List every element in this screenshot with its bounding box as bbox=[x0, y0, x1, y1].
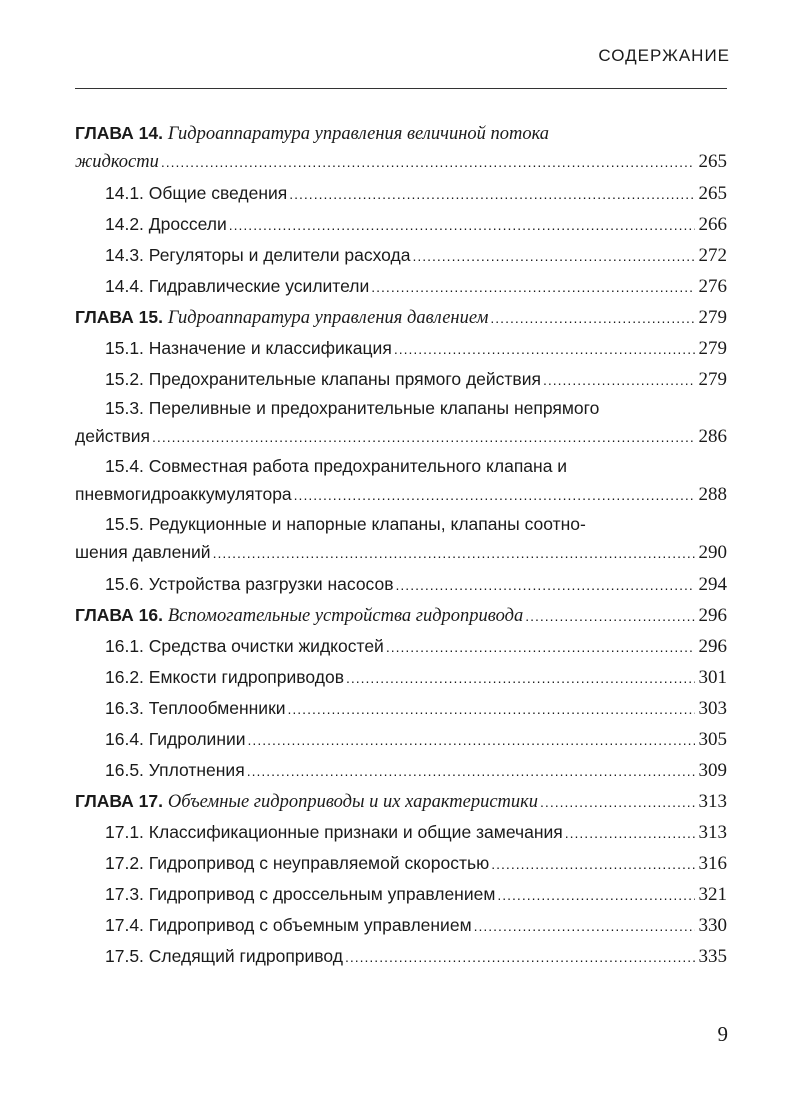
toc-section-14-4[interactable] bbox=[75, 271, 727, 302]
dot-leader bbox=[152, 422, 694, 452]
toc-section-17-1[interactable] bbox=[75, 817, 727, 848]
dot-leader bbox=[161, 147, 695, 177]
toc-section-14-1[interactable] bbox=[75, 178, 727, 209]
section-label: 14.1. Общие сведения bbox=[105, 183, 288, 203]
dot-leader bbox=[346, 663, 695, 693]
page-ref: 294 bbox=[698, 574, 727, 595]
page-ref: 279 bbox=[698, 369, 727, 390]
section-label: 17.5. Следящий гидропривод bbox=[105, 946, 343, 966]
dot-leader bbox=[386, 632, 695, 662]
toc-section-14-3[interactable] bbox=[75, 240, 727, 271]
toc-chapter-14[interactable] bbox=[75, 120, 727, 177]
section-label: 14.4. Гидравлические усилители bbox=[105, 276, 370, 296]
chapter-title: Объемные гидроприводы и их характеристики bbox=[167, 792, 539, 812]
section-label-cont: пневмогидроаккумулятора bbox=[75, 484, 292, 504]
toc-section-17-3[interactable] bbox=[75, 879, 727, 910]
page-ref: 303 bbox=[698, 698, 727, 719]
section-label: 15.1. Назначение и классификация bbox=[105, 338, 392, 358]
dot-leader bbox=[396, 570, 695, 600]
page-ref: 265 bbox=[698, 183, 727, 204]
dot-leader bbox=[565, 818, 695, 848]
dot-leader bbox=[490, 303, 694, 333]
dot-leader bbox=[394, 334, 695, 364]
dot-leader bbox=[371, 272, 694, 302]
section-label: 16.2. Емкости гидроприводов bbox=[105, 667, 344, 687]
header-rule bbox=[75, 88, 727, 89]
section-label-cont: шения давлений bbox=[75, 542, 211, 562]
chapter-title-cont: жидкости bbox=[75, 152, 159, 172]
chapter-prefix: ГЛАВА 14. bbox=[75, 123, 163, 143]
section-label-cont: действия bbox=[75, 426, 151, 446]
section-label: 14.3. Регуляторы и делители расхода bbox=[105, 245, 411, 265]
dot-leader bbox=[540, 787, 694, 817]
page-ref: 290 bbox=[698, 542, 727, 563]
dot-leader bbox=[247, 756, 695, 786]
toc-section-15-4[interactable] bbox=[75, 453, 727, 510]
dot-leader bbox=[213, 538, 695, 568]
toc-chapter-17[interactable] bbox=[75, 786, 727, 817]
section-label: 15.3. Переливные и предохранительные клапаны непрямого bbox=[105, 398, 600, 418]
toc-section-16-1[interactable] bbox=[75, 631, 727, 662]
page-ref: 296 bbox=[698, 636, 727, 657]
section-label: 15.5. Редукционные и напорные клапаны, клапаны соотно- bbox=[105, 514, 586, 534]
dot-leader bbox=[474, 911, 695, 941]
toc-section-16-5[interactable] bbox=[75, 755, 727, 786]
dot-leader bbox=[497, 880, 694, 910]
page-ref: 316 bbox=[698, 853, 727, 874]
dot-leader bbox=[229, 210, 695, 240]
section-label: 16.1. Средства очистки жидкостей bbox=[105, 636, 384, 656]
page-number: 9 bbox=[717, 1022, 728, 1046]
page-ref: 265 bbox=[698, 151, 727, 172]
page-ref: 330 bbox=[698, 915, 727, 936]
page-ref: 301 bbox=[698, 667, 727, 688]
toc-section-17-2[interactable] bbox=[75, 848, 727, 879]
chapter-prefix: ГЛАВА 15. bbox=[75, 307, 163, 327]
page-ref: 321 bbox=[698, 884, 727, 905]
section-label: 16.5. Уплотнения bbox=[105, 760, 245, 780]
dot-leader bbox=[294, 480, 695, 510]
dot-leader bbox=[345, 942, 695, 972]
section-label: 15.4. Совместная работа предохранительного клапана и bbox=[105, 456, 568, 476]
dot-leader bbox=[288, 694, 695, 724]
table-of-contents bbox=[75, 120, 727, 972]
page-ref: 276 bbox=[698, 276, 727, 297]
toc-section-15-5[interactable] bbox=[75, 511, 727, 568]
dot-leader bbox=[543, 365, 695, 395]
section-label: 17.4. Гидропривод с объемным управлением bbox=[105, 915, 472, 935]
section-label: 17.2. Гидропривод с неуправляемой скоростью bbox=[105, 853, 490, 873]
section-label: 14.2. Дроссели bbox=[105, 214, 227, 234]
page-ref: 286 bbox=[698, 426, 727, 447]
section-label: 17.3. Гидропривод с дроссельным управлением bbox=[105, 884, 496, 904]
toc-section-16-2[interactable] bbox=[75, 662, 727, 693]
toc-section-15-3[interactable] bbox=[75, 395, 727, 452]
page-ref: 266 bbox=[698, 214, 727, 235]
page-ref: 313 bbox=[698, 822, 727, 843]
toc-section-16-4[interactable] bbox=[75, 724, 727, 755]
chapter-title: Вспомогательные устройства гидропривода bbox=[167, 606, 524, 626]
page-ref: 272 bbox=[698, 245, 727, 266]
toc-section-16-3[interactable] bbox=[75, 693, 727, 724]
chapter-title: Гидроаппаратура управления давлением bbox=[167, 308, 489, 328]
toc-section-15-2[interactable] bbox=[75, 364, 727, 395]
dot-leader bbox=[248, 725, 695, 755]
page-ref: 313 bbox=[698, 791, 727, 812]
dot-leader bbox=[412, 241, 694, 271]
dot-leader bbox=[289, 179, 694, 209]
chapter-title: Гидроаппаратура управления величиной потока bbox=[167, 124, 550, 144]
page-ref: 279 bbox=[698, 338, 727, 359]
page-ref: 288 bbox=[698, 484, 727, 505]
page-ref: 335 bbox=[698, 946, 727, 967]
chapter-prefix: ГЛАВА 17. bbox=[75, 791, 163, 811]
toc-chapter-16[interactable] bbox=[75, 600, 727, 631]
toc-section-17-4[interactable] bbox=[75, 910, 727, 941]
page-ref: 279 bbox=[698, 307, 727, 328]
toc-section-15-1[interactable] bbox=[75, 333, 727, 364]
dot-leader bbox=[525, 601, 694, 631]
page-ref: 309 bbox=[698, 760, 727, 781]
section-label: 16.3. Теплообменники bbox=[105, 698, 286, 718]
section-label: 16.4. Гидролинии bbox=[105, 729, 246, 749]
dot-leader bbox=[491, 849, 694, 879]
toc-section-14-2[interactable] bbox=[75, 209, 727, 240]
chapter-prefix: ГЛАВА 16. bbox=[75, 605, 163, 625]
toc-chapter-15[interactable] bbox=[75, 302, 727, 333]
running-header: СОДЕРЖАНИЕ bbox=[598, 46, 730, 65]
section-label: 17.1. Классификационные признаки и общие замечания bbox=[105, 822, 563, 842]
section-label: 15.2. Предохранительные клапаны прямого действия bbox=[105, 369, 541, 389]
toc-section-17-5[interactable] bbox=[75, 941, 727, 972]
page-ref: 296 bbox=[698, 605, 727, 626]
section-label: 15.6. Устройства разгрузки насосов bbox=[105, 574, 394, 594]
page-ref: 305 bbox=[698, 729, 727, 750]
toc-section-15-6[interactable] bbox=[75, 569, 727, 600]
